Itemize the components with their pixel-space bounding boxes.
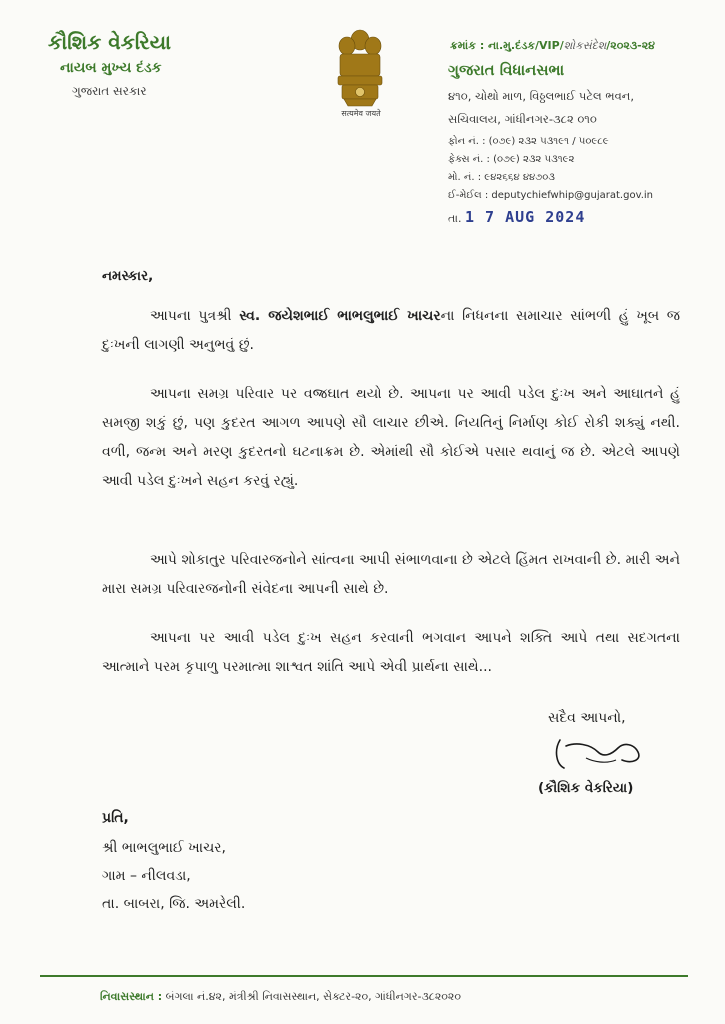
para1-prefix: આપના પુત્રશ્રી bbox=[150, 308, 240, 324]
greeting: નમસ્કાર, bbox=[102, 268, 154, 284]
footer-text: બંગલા નં.૪૨, મંત્રીશ્રી નિવાસસ્થાન, સેક્ટર-૨૦, ગાંધીનગર-૩૮૨૦૨૦ bbox=[162, 990, 462, 1003]
reference-handwritten: શોકસંદેશ bbox=[563, 39, 607, 52]
address-line-1: ૪૧૦, ચોથો માળ, વિઠ્ઠલભાઈ પટેલ ભવન, bbox=[448, 89, 634, 103]
sender-name: કૌશિક વેકરિયા bbox=[48, 30, 172, 54]
email-row bbox=[448, 190, 653, 201]
para3-text: આપે શોકાતુર પરિવારજનોને સાંત્વના આપી સંભાળવાના છે એટલે હિંમત રાખવાની છે. મારી અને મારા સમગ્ર પરિવારજનોની સંવેદના આપની સાથે છે. bbox=[102, 552, 680, 597]
footer-address bbox=[100, 990, 461, 1004]
sender-government: ગુજરાત સરકાર bbox=[72, 84, 147, 98]
phone-number: ફોન નં. : (૦૭૯) ૨૩૨ ૫૩૧૯૧ / ૫૦૯૮૯ bbox=[448, 136, 609, 147]
paragraph-4 bbox=[102, 624, 680, 682]
recipient-line: શ્રી ભાભલુભાઈ ખાચર, bbox=[102, 840, 226, 856]
para4-text: આપના પર આવી પડેલ દુઃખ સહન કરવાની ભગવાન આપને શક્તિ આપે તથા સદગતના આત્માને પરમ કૃપાળુ પરમાત્મા શાશ્વત શાંતિ આપે એવી પ્રાર્થના સાથે... bbox=[102, 630, 680, 675]
deceased-name: સ્વ. જયેશભાઈ ભાભલુભાઈ ખાચર bbox=[239, 308, 441, 324]
recipient-label: પ્રતિ, bbox=[102, 810, 129, 826]
handwritten-signature bbox=[546, 730, 656, 776]
date-row bbox=[448, 208, 585, 226]
email-address: deputychiefwhip@gujarat.gov.in bbox=[491, 190, 654, 201]
footer-label: નિવાસસ્થાન : bbox=[100, 990, 163, 1003]
closing-phrase: સદૈવ આપનો, bbox=[548, 710, 626, 726]
para1-suffix: ના નિધનના સમાચાર સાંભળી હું ખૂબ જ દુઃખની લાગણી અનુભવું છું. bbox=[102, 308, 681, 353]
emblem-motto: सत्यमेव जयते bbox=[341, 109, 381, 118]
mobile-number: મો. નં. : ૯૪૨૬૬૪ ૪૪૭૦૩ bbox=[448, 172, 555, 183]
fax-number: ફેક્સ નં. : (૦૭૯) ૨૩૨ ૫૩૧૯૨ bbox=[448, 154, 575, 165]
assembly-title: ગુજરાત વિધાનસભા bbox=[448, 61, 565, 79]
paragraph-1 bbox=[102, 302, 680, 360]
reference-prefix: ક્રમાંક : ના.મુ.દંડક/VIP/ bbox=[450, 39, 564, 52]
reference-number bbox=[450, 39, 655, 53]
date-label: તા. bbox=[448, 212, 462, 225]
address-line-2: સચિવાલય, ગાંધીનગર-૩૮૨ ૦૧૦ bbox=[448, 112, 597, 126]
paragraph-2 bbox=[102, 380, 680, 496]
recipient-line: ગામ – નીલવડા, bbox=[102, 868, 191, 884]
date-stamp: 1 7 AUG 2024 bbox=[465, 208, 586, 226]
para2-text: આપના સમગ્ર પરિવાર પર વજ્રઘાત થયો છે. આપના પર આવી પડેલ દુઃખ અને આઘાતને હું સમજી શકું છું, પણ કુદરત આગળ આપણે સૌ લાચાર છીએ. નિયતિનું નિર્માણ કોઈ રોકી શક્યું નથી. વળી, જન્મ અને મરણ કુદરતનો ઘટનાક્રમ છે. એમાંથી સૌ કોઈએ પસાર થવાનું જ છે. એટલે આપણે આવી પડેલ દુઃખને સહન કરવું રહ્યું. bbox=[102, 386, 680, 489]
paragraph-3 bbox=[102, 546, 680, 604]
national-emblem-icon bbox=[330, 22, 390, 122]
email-label: ઈ-મેઈલ : bbox=[448, 190, 492, 201]
recipient-line: તા. બાબરા, જિ. અમરેલી. bbox=[102, 896, 246, 912]
signatory-name: (કૌશિક વેકરિયા) bbox=[538, 780, 634, 796]
reference-suffix: /૨૦૨૩-૨૪ bbox=[606, 39, 656, 52]
sender-designation: નાયબ મુખ્ય દંડક bbox=[60, 60, 162, 76]
footer-divider bbox=[40, 975, 688, 977]
